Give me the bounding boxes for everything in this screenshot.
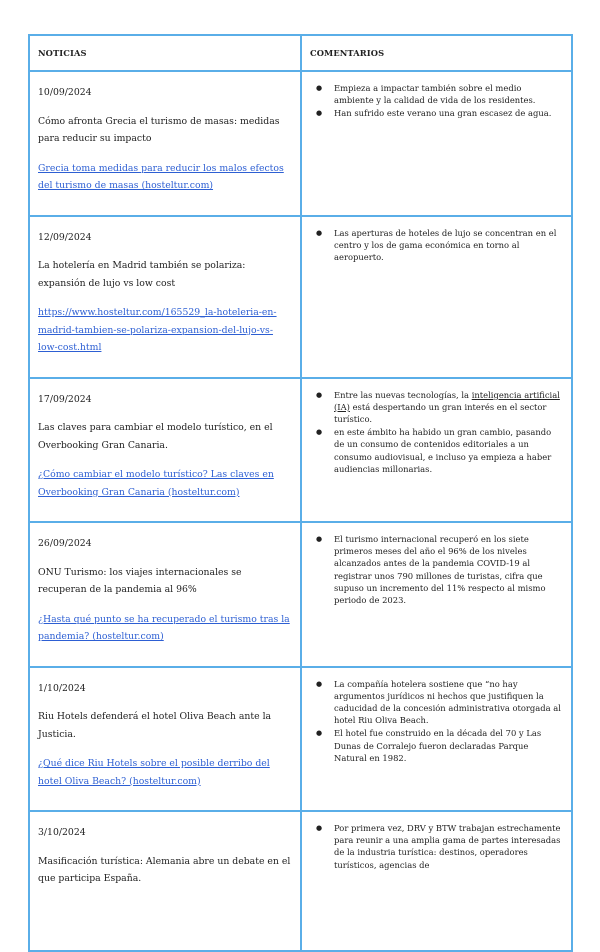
news-link[interactable]: Grecia toma medidas para reducir los malos efectos del turismo de masas (hosteltur.com) — [38, 162, 284, 191]
news-cell — [29, 216, 301, 378]
comment-cell — [301, 216, 572, 378]
news-date: 17/09/2024 — [38, 393, 92, 405]
comment-cell — [301, 71, 572, 216]
ia-link[interactable]: inteligencia artificial (IA) — [334, 389, 560, 412]
comment-cell — [301, 667, 572, 812]
table-row — [29, 216, 572, 378]
news-cell — [29, 522, 301, 667]
news-title: Las claves para cambiar el modelo turístico, en el Overbooking Gran Canaria. — [38, 422, 273, 451]
comment-cell — [301, 378, 572, 523]
table-header-row — [29, 35, 572, 71]
news-date: 1/10/2024 — [38, 682, 86, 694]
comment-list — [310, 389, 563, 475]
comment-item: ● Han sufrido este verano una gran escasez de agua. — [334, 107, 563, 119]
news-date: 26/09/2024 — [38, 538, 92, 549]
news-title: Cómo afronta Grecia el turismo de masas: medidas para reducir su impacto — [38, 115, 280, 144]
comment-list — [310, 82, 563, 120]
news-date: 12/09/2024 — [38, 231, 92, 243]
news-cell — [29, 667, 301, 812]
comment-list — [310, 533, 563, 606]
news-cell — [29, 71, 301, 216]
news-cell — [29, 811, 301, 951]
comment-item: ● El hotel fue construido en la década del 70 y Las Dunas de Corralejo fueron declaradas Parque Natural en 1982. — [334, 727, 563, 764]
news-table — [28, 34, 573, 952]
comment-text: está despertando un gran interés en el sector turístico. — [334, 401, 547, 424]
table-row — [29, 522, 572, 667]
table-row — [29, 667, 572, 812]
comment-item: ● Las aperturas de hoteles de lujo se concentran en el centro y los de gama económica en torno al aeropuerto. — [334, 227, 563, 264]
news-title: Masificación turística: Alemania abre un debate en el que participa España. — [38, 855, 291, 884]
table-row — [29, 71, 572, 216]
comment-cell — [301, 811, 572, 951]
news-link[interactable]: ¿Hasta qué punto se ha recuperado el turismo tras la pandemia? (hosteltur.com) — [38, 613, 290, 642]
comment-item: ● La compañía hotelera sostiene que “no hay argumentos jurídicos ni hechos que justifiquen la caducidad de la concesión administrativa otorgada al hotel Riu Oliva Beach. — [334, 678, 563, 727]
news-title: La hotelería en Madrid también se polariza: expansión de lujo vs low cost — [38, 260, 246, 289]
table-row — [29, 811, 572, 951]
table-row — [29, 378, 572, 523]
news-date: 3/10/2024 — [38, 827, 86, 838]
news-link[interactable]: ¿Qué dice Riu Hotels sobre el posible derribo del hotel Oliva Beach? (hosteltur.com) — [38, 758, 270, 787]
comment-item: ● Empieza a impactar también sobre el medio ambiente y la calidad de vida de los residentes. — [334, 82, 563, 106]
news-title: Riu Hotels defenderá el hotel Oliva Beach ante la Justicia. — [38, 711, 272, 740]
comment-item: ● en este ámbito ha habido un gran cambio, pasando de un consumo de contenidos editoriales a un consumo audiovisual, e incluso ya empieza a haber audiencias millonarias. — [334, 426, 563, 475]
comment-item: ● Por primera vez, DRV y BTW trabajan estrechamente para reunir a una amplia gama de partes interesadas de la industria turística: destinos, operadores turísticos, agencias de — [334, 822, 563, 871]
news-title: ONU Turismo: los viajes internacionales se recuperan de la pandemia al 96% — [38, 566, 242, 595]
comment-list — [310, 227, 563, 264]
comment-item: ● El turismo internacional recuperó en los siete primeros meses del año el 96% de los niveles alcanzados antes de la pandemia COVID-19 al registrar unos 790 millones de turistas, cifra que supuso un incremento del 11% respecto al mismo periodo de 2023. — [334, 533, 563, 606]
header-comentarios: COMENTARIOS — [301, 35, 572, 71]
news-date: 10/09/2024 — [38, 87, 92, 98]
comment-cell — [301, 522, 572, 667]
comment-list — [310, 822, 563, 871]
news-link[interactable]: https://www.hosteltur.com/165529_la-hoteleria-en-madrid-tambien-se-polariza-expansion-del-lujo-vs-low-cost.html — [38, 307, 277, 353]
comment-item — [334, 389, 563, 426]
comment-list — [310, 678, 563, 764]
news-cell — [29, 378, 301, 523]
news-link[interactable]: ¿Cómo cambiar el modelo turístico? Las claves en Overbooking Gran Canaria (hosteltur.com) — [38, 469, 274, 498]
comment-text: Entre las nuevas tecnologías, la — [334, 389, 472, 400]
header-noticias: NOTICIAS — [29, 35, 301, 71]
